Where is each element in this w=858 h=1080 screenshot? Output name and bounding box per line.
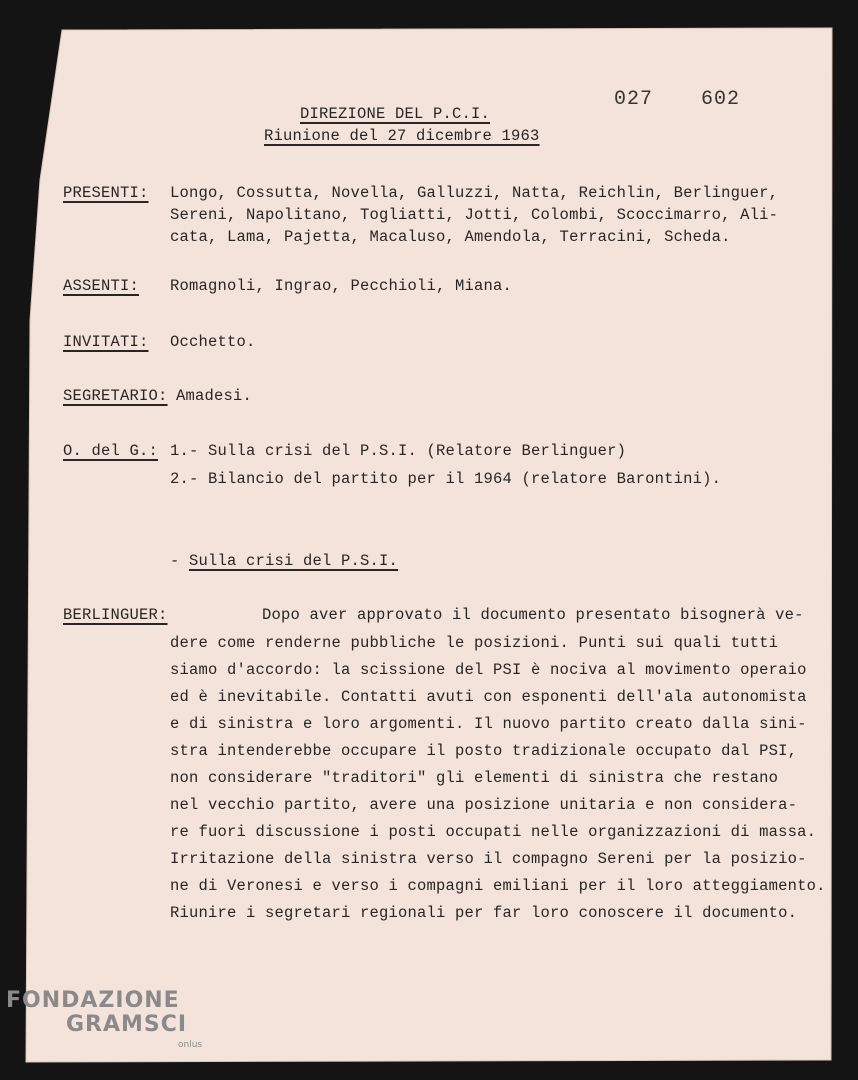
paragraph-line: Irritazione della sinistra verso il compagno Sereni per la posizio- [170,850,807,868]
section-heading [170,552,398,570]
watermark-line-2: GRAMSCI [66,1012,188,1037]
segretario-value: Amadesi. [176,387,253,405]
watermark-line-1: FONDAZIONE [6,988,180,1013]
agenda-item: 2.- Bilancio del partito per il 1964 (relatore Barontini). [170,470,722,488]
document-title: DIREZIONE DEL P.C.I. [300,105,491,123]
paragraph-line: Dopo aver approvato il documento presentato bisognerà ve- [262,606,804,624]
archive-number-part-1: 027 [614,88,654,111]
invitati-label: INVITATI: [63,333,149,351]
speaker-label: BERLINGUER: [63,606,168,624]
paragraph-line: e di sinistra e loro argomenti. Il nuovo partito creato dalla sini- [170,715,807,733]
section-dash: - [170,552,190,570]
watermark-line-3: onlus [178,1040,203,1050]
ordine-label: O. del G.: [63,442,159,460]
archive-number [614,88,740,111]
invitati-value: Occhetto. [170,333,256,351]
paragraph-line: stra intenderebbe occupare il posto tradizionale occupato dal PSI, [170,742,798,760]
segretario-label: SEGRETARIO: [63,387,168,405]
presenti-line: Longo, Cossutta, Novella, Galluzzi, Natta, Reichlin, Berlinguer, [170,184,779,202]
presenti-label: PRESENTI: [63,184,149,202]
paragraph-line: siamo d'accordo: la scissione del PSI è nociva al movimento operaio [170,661,807,679]
paragraph-line: ne di Veronesi e verso i compagni emiliani per il loro atteggiamento. [170,877,826,895]
paragraph-line: nel vecchio partito, avere una posizione unitaria e non considera- [170,796,798,814]
assenti-label: ASSENTI: [63,277,140,295]
paragraph-line: ed è inevitabile. Contatti avuti con esponenti dell'ala autonomista [170,688,807,706]
presenti-line: Sereni, Napolitano, Togliatti, Jotti, Colombi, Scoccimarro, Ali- [170,206,779,224]
fondazione-gramsci-watermark [6,988,203,1050]
agenda-item: 1.- Sulla crisi del P.S.I. (Relatore Berlinguer) [170,442,627,460]
assenti-value: Romagnoli, Ingrao, Pecchioli, Miana. [170,277,513,295]
archive-number-part-2: 602 [701,88,741,111]
paragraph-line: Riunire i segretari regionali per far loro conoscere il documento. [170,904,798,922]
presenti-line: cata, Lama, Pajetta, Macaluso, Amendola, Terracini, Scheda. [170,228,731,246]
document-subtitle: Riunione del 27 dicembre 1963 [264,127,540,145]
paragraph-line: dere come renderne pubbliche le posizioni. Punti sui quali tutti [170,634,779,652]
section-heading-text: Sulla crisi del P.S.I. [189,552,399,570]
paragraph-line: non considerare "traditori" gli elementi di sinistra che restano [170,769,779,787]
paragraph-line: re fuori discussione i posti occupati nelle organizzazioni di massa. [170,823,817,841]
